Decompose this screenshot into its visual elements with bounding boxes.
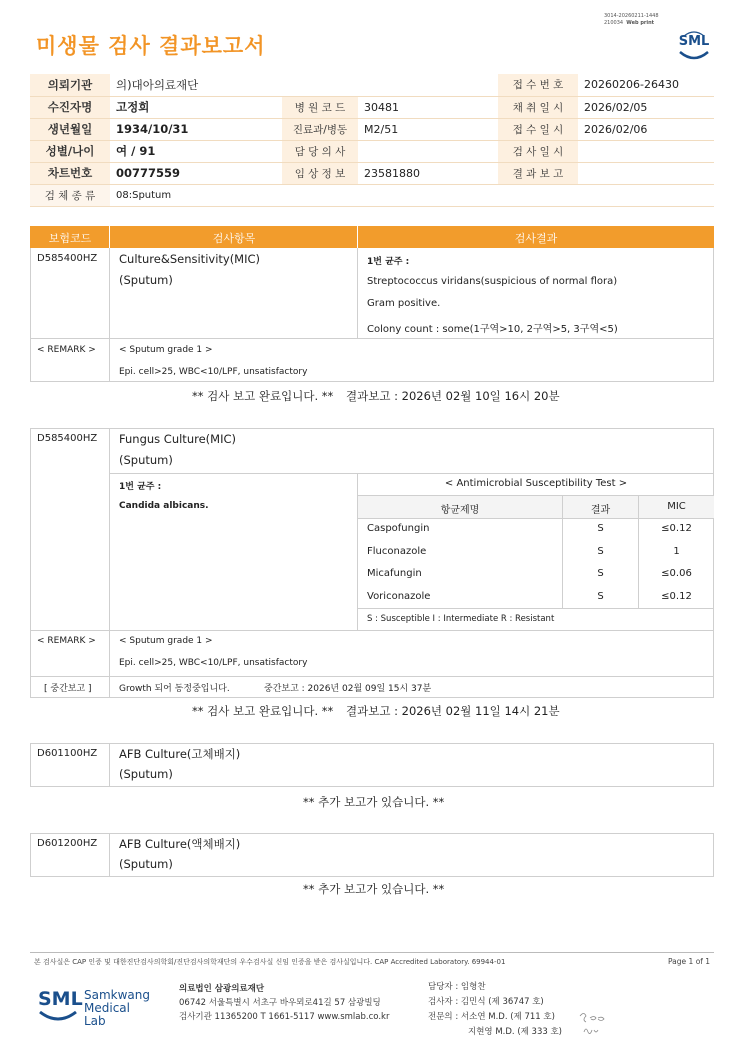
test1-specimen: (Sputum) bbox=[119, 273, 173, 287]
receive-date-label: 접 수 일 시 bbox=[498, 118, 578, 140]
test4-specimen: (Sputum) bbox=[119, 857, 173, 871]
test4-name: AFB Culture(액체배지) bbox=[119, 837, 241, 851]
footer-org-info bbox=[179, 982, 389, 1024]
test2-remark-2: Epi. cell>25, WBC<10/LPF, unsatisfactory bbox=[119, 658, 308, 668]
ast-result: S bbox=[597, 591, 604, 602]
report-value bbox=[578, 162, 714, 184]
hospital-code-label: 병 원 코 드 bbox=[282, 96, 358, 118]
test1-result-1: 1번 균주 : bbox=[367, 257, 410, 267]
ast-title: < Antimicrobial Susceptibility Test > bbox=[444, 478, 628, 489]
ast-result: S bbox=[597, 568, 604, 579]
test3-code: D601100HZ bbox=[37, 748, 98, 759]
dept-value: M2/51 bbox=[358, 118, 498, 140]
clinical-value: 23581880 bbox=[358, 162, 498, 184]
collect-date-label: 채 취 일 시 bbox=[498, 96, 578, 118]
patient-label: 수진자명 bbox=[30, 96, 110, 118]
test1-remark-2: Epi. cell>25, WBC<10/LPF, unsatisfactory bbox=[119, 367, 308, 377]
test2-remark-label: < REMARK > bbox=[37, 636, 96, 646]
ast-result: S bbox=[597, 546, 604, 557]
test2-strain: Candida albicans. bbox=[119, 501, 209, 511]
requester-value: 의)대아의료재단 bbox=[110, 74, 498, 96]
test1-name: Culture&Sensitivity(MIC) bbox=[119, 252, 261, 266]
footer-divider bbox=[30, 952, 714, 953]
doctor-label: 담 당 의 사 bbox=[282, 140, 358, 162]
test1-block bbox=[30, 248, 714, 382]
patient-value: 고정희 bbox=[110, 96, 282, 118]
test4-code: D601200HZ bbox=[37, 838, 98, 849]
receive-date-value: 2026/02/06 bbox=[578, 118, 714, 140]
test1-code: D585400HZ bbox=[37, 253, 98, 264]
ast-drug: Fluconazole bbox=[367, 546, 427, 557]
test2-final: 결과보고 : 2026년 02월 11일 14시 21분 bbox=[346, 704, 560, 718]
test1-result-4: Colony count : some(1구역>10, 2구역>5, 3구역<5) bbox=[367, 324, 618, 335]
footer-org: 의료법인 삼광의료재단 bbox=[179, 984, 265, 994]
test1-final: 결과보고 : 2026년 02월 10일 16시 20분 bbox=[346, 389, 560, 403]
print-code: 3014-20260211-1448 210034 Web print bbox=[604, 13, 659, 26]
receipt-no-value: 20260206-26430 bbox=[578, 74, 714, 96]
test1-remark-label: < REMARK > bbox=[37, 345, 96, 355]
requester-label: 의뢰기관 bbox=[30, 74, 110, 96]
test2-mid-text: Growth 되어 동정중입니다. bbox=[119, 684, 230, 694]
ast-legend: S : Susceptible I : Intermediate R : Resistant bbox=[367, 614, 555, 624]
specimen-label: 검 체 종 류 bbox=[30, 184, 110, 206]
ast-drug: Micafungin bbox=[367, 568, 422, 579]
test1-remark-1: < Sputum grade 1 > bbox=[119, 345, 213, 355]
patient-info-table bbox=[30, 74, 714, 207]
test2-mid-date: 중간보고 : 2026년 02월 09일 15시 37분 bbox=[264, 684, 432, 694]
header-code: 보험코드 bbox=[48, 232, 92, 245]
signature-icon bbox=[576, 1010, 610, 1040]
footer-contact: 검사기관 11365200 T 1661-5117 www.smlab.co.kr bbox=[179, 1012, 390, 1022]
receipt-no-label: 접 수 번 호 bbox=[498, 74, 578, 96]
test2-name: Fungus Culture(MIC) bbox=[119, 432, 236, 446]
ast-drug: Caspofungin bbox=[367, 523, 430, 534]
test3-specimen: (Sputum) bbox=[119, 767, 173, 781]
test1-done: ** 검사 보고 완료입니다. ** bbox=[192, 389, 334, 403]
test2-strain-label: 1번 균주 : bbox=[119, 482, 162, 492]
sex-age-value: 여 / 91 bbox=[110, 140, 282, 162]
dept-label: 진료과/병동 bbox=[282, 118, 358, 140]
footer-address: 06742 서울특별시 서초구 바우뫼로41길 57 삼광빌딩 bbox=[179, 998, 381, 1008]
hospital-code-value: 30481 bbox=[358, 96, 498, 118]
test4-note: ** 추가 보고가 있습니다. ** bbox=[303, 882, 445, 896]
dob-value: 1934/10/31 bbox=[110, 118, 282, 140]
dob-label: 생년월일 bbox=[30, 118, 110, 140]
test1-result-2: Streptococcus viridans(suspicious of normal flora) bbox=[367, 276, 618, 287]
ast-mic: ≤0.06 bbox=[661, 568, 692, 579]
header-result: 검사결과 bbox=[514, 232, 558, 245]
test2-remark-1: < Sputum grade 1 > bbox=[119, 636, 213, 646]
chart-value: 00777559 bbox=[110, 162, 282, 184]
test2-done: ** 검사 보고 완료입니다. ** bbox=[192, 704, 334, 718]
clinical-label: 임 상 정 보 bbox=[282, 162, 358, 184]
collect-date-value: 2026/02/05 bbox=[578, 96, 714, 118]
test-date-value bbox=[578, 140, 714, 162]
report-title: 미생물 검사 결과보고서 bbox=[36, 34, 266, 58]
sml-logo: SML bbox=[676, 28, 712, 64]
specimen-value: 08:Sputum bbox=[110, 184, 714, 206]
sex-age-label: 성별/나이 bbox=[30, 140, 110, 162]
ast-mic: ≤0.12 bbox=[661, 523, 692, 534]
ast-col-mic: MIC bbox=[667, 501, 686, 512]
test2-mid-label: [ 중간보고 ] bbox=[44, 684, 92, 694]
ast-mic: ≤0.12 bbox=[661, 591, 692, 602]
test3-name: AFB Culture(고체배지) bbox=[119, 747, 241, 761]
header-item: 검사항목 bbox=[212, 232, 256, 245]
ast-result: S bbox=[597, 523, 604, 534]
ast-mic: 1 bbox=[673, 546, 680, 557]
ast-drug: Voriconazole bbox=[367, 591, 431, 602]
test3-note: ** 추가 보고가 있습니다. ** bbox=[303, 795, 445, 809]
report-label: 결 과 보 고 bbox=[498, 162, 578, 184]
test1-result-3: Gram positive. bbox=[367, 298, 441, 309]
ast-col-result: 결과 bbox=[590, 505, 611, 516]
doctor-value bbox=[358, 140, 498, 162]
ast-col-drug: 항균제명 bbox=[440, 505, 480, 516]
footer-logo: SML Samkwang Medical Lab bbox=[36, 980, 146, 1024]
footer-staff: 담당자 : 임형찬 검사자 : 김민식 (제 36747 호) 전문의 : 서소연 M.D. (제 711 호) 지현영 M.D. (제 333 호) bbox=[428, 982, 563, 1037]
test2-code: D585400HZ bbox=[37, 433, 98, 444]
page-number: Page 1 of 1 bbox=[668, 957, 711, 966]
test2-specimen: (Sputum) bbox=[119, 453, 173, 467]
result-table-header bbox=[30, 226, 714, 248]
footer-cert: 본 검사실은 CAP 인증 및 대한진단검사의학회/진단검사의학재단의 우수검사실 신임 인증을 받은 검사실입니다. CAP Accredited Laboratory. 69944-01 bbox=[34, 958, 506, 966]
chart-label: 차트번호 bbox=[30, 162, 110, 184]
test-date-label: 검 사 일 시 bbox=[498, 140, 578, 162]
